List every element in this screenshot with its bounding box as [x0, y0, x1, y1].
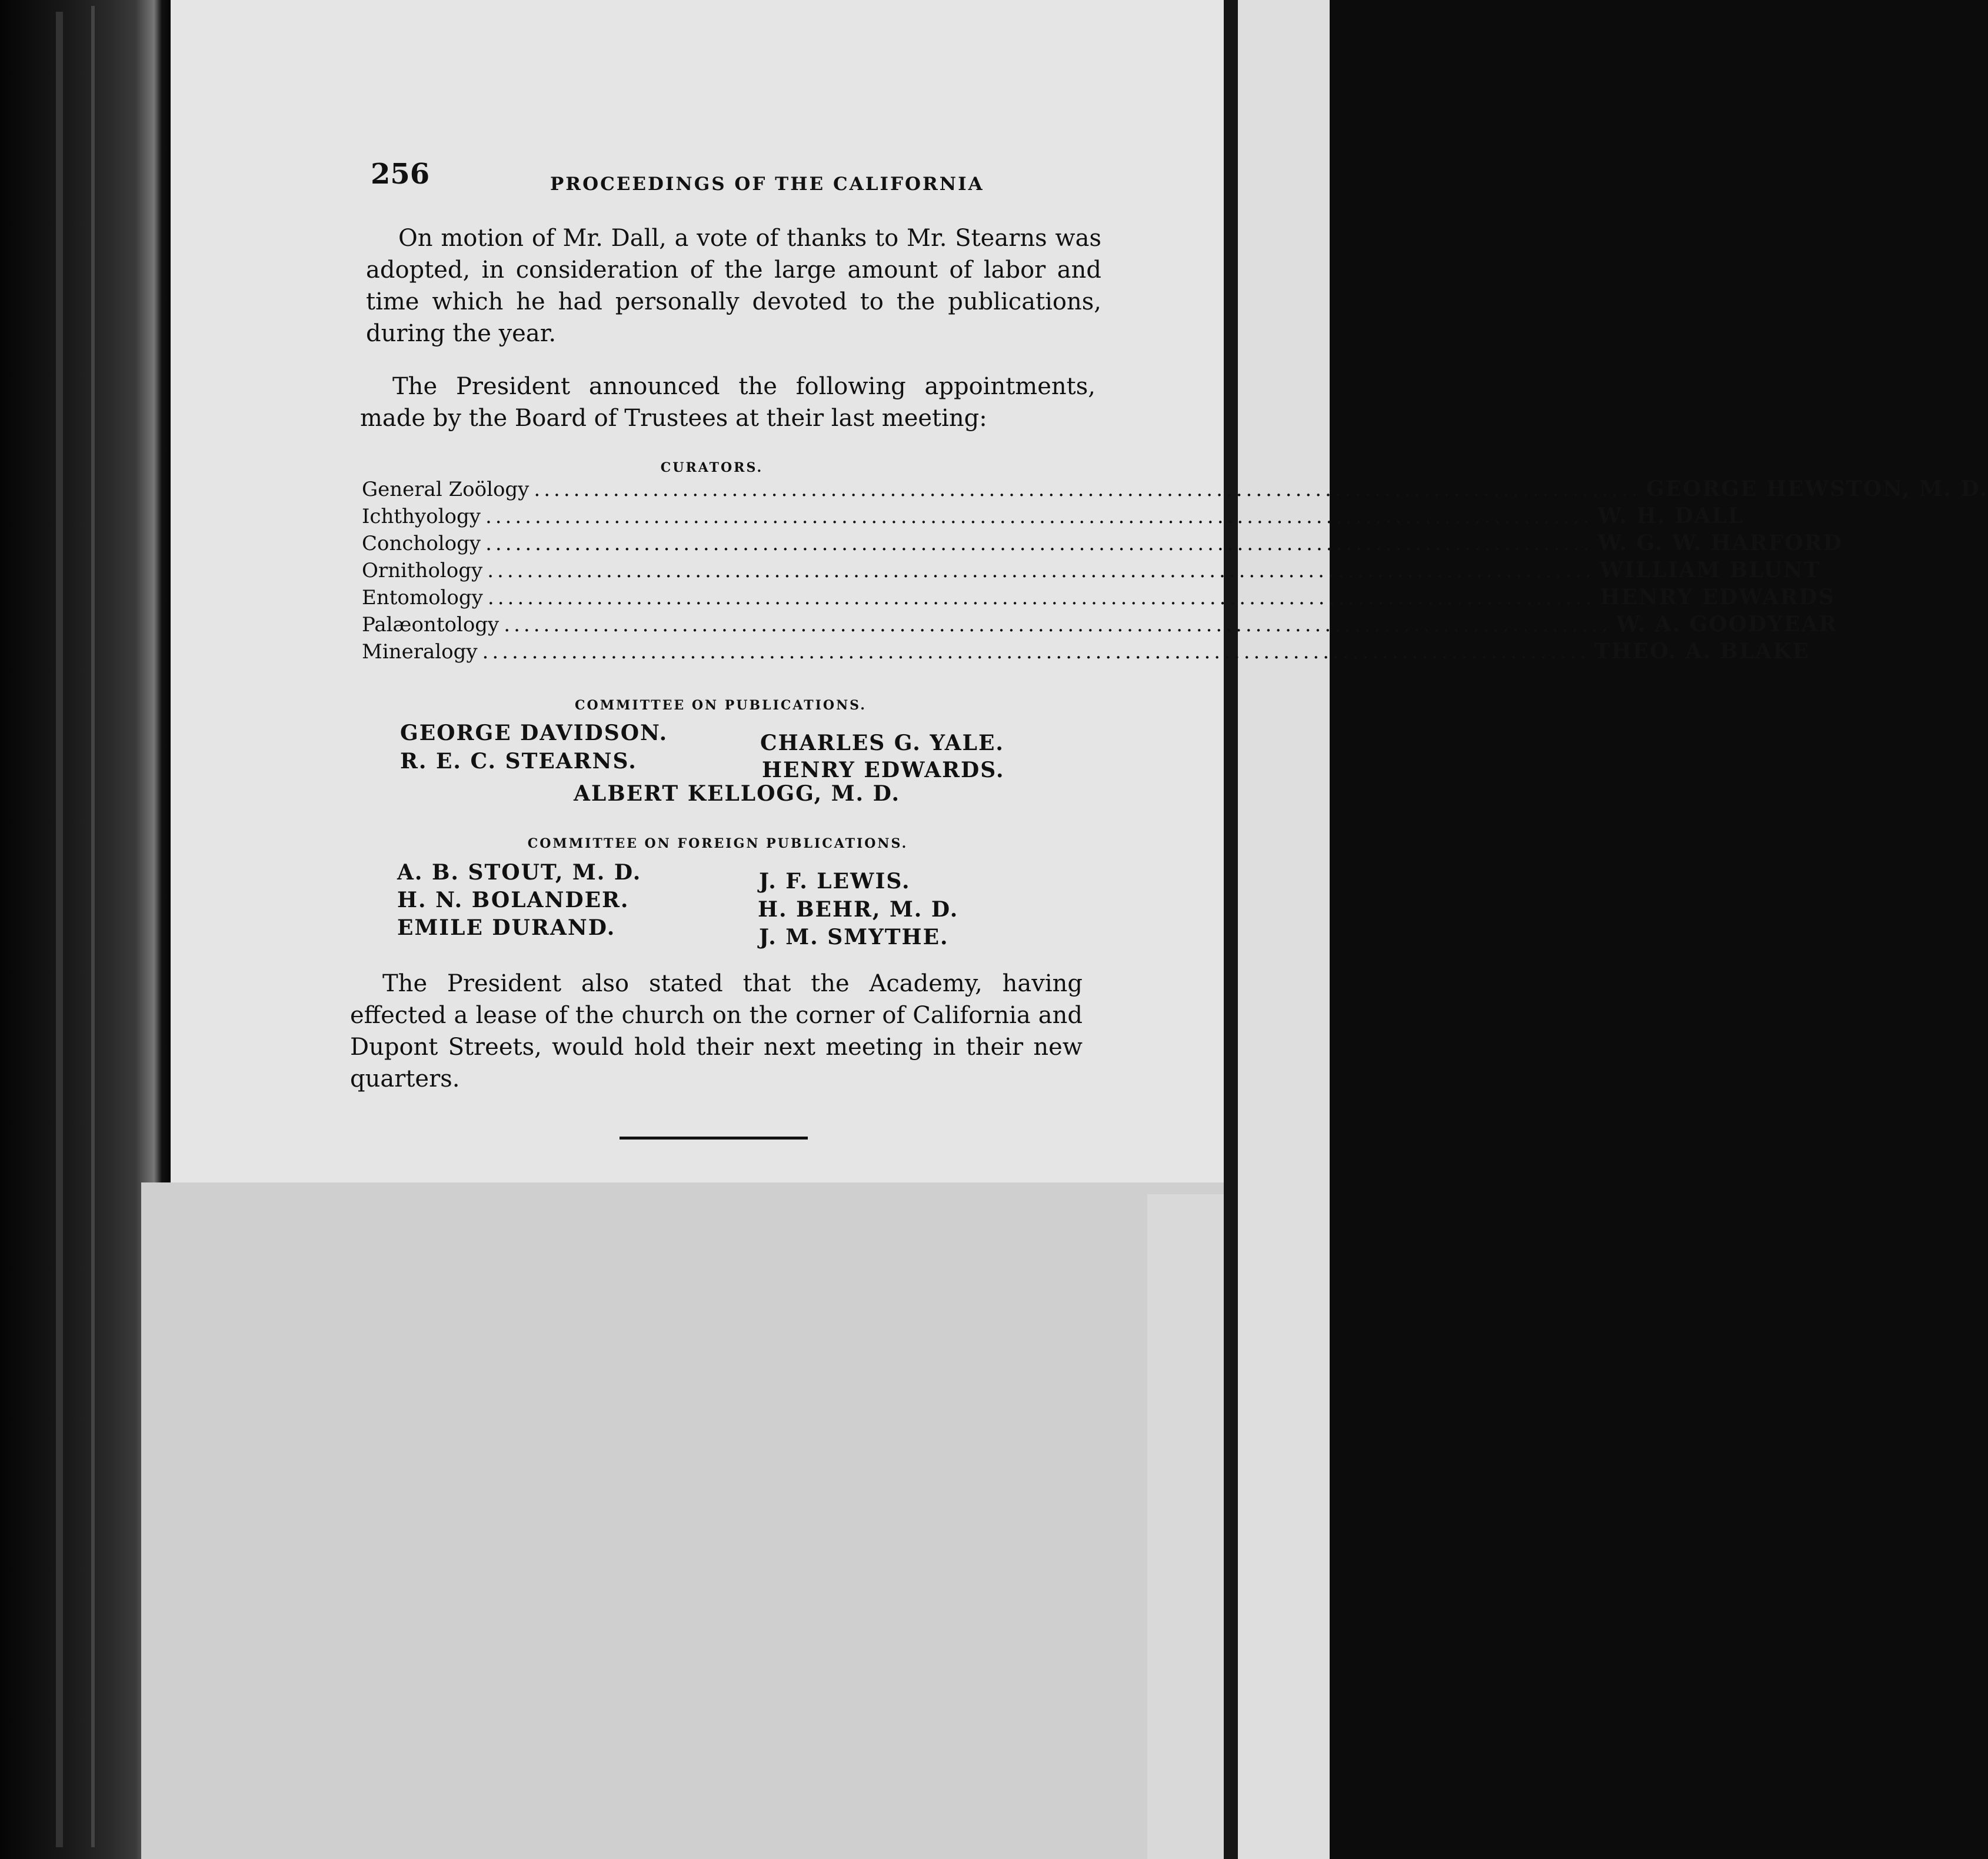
leader-dots: ................................................................................................................	[504, 613, 1611, 637]
paragraph-appointments: The President announced the following appointments, made by the Board of Trustees at their last meeting:	[360, 373, 1095, 432]
curator-field: Conchology	[362, 532, 481, 555]
curator-row	[362, 531, 1843, 558]
curator-row	[362, 612, 1838, 639]
committee-member: GEORGE DAVIDSON.	[400, 721, 668, 745]
curator-name: HENRY EDWARDS	[1600, 585, 1835, 609]
curator-row	[362, 477, 1988, 504]
curator-field: Entomology	[362, 586, 483, 609]
foreign-publications-committee-heading: COMMITTEE ON FOREIGN PUBLICATIONS.	[527, 836, 908, 851]
leader-dots: ................................................................................................................	[487, 586, 1596, 609]
committee-member: R. E. C. STEARNS.	[400, 749, 637, 774]
curators-list	[362, 477, 1988, 666]
page-number: 256	[371, 158, 430, 191]
curator-name: WILLIAM BLUNT	[1599, 558, 1821, 582]
curator-name: THEO. A. BLAKE	[1594, 639, 1810, 664]
blank-page-area	[1147, 1194, 1224, 1859]
curator-field: Palæontology	[362, 613, 500, 637]
curator-row	[362, 504, 1744, 531]
committee-member: HENRY EDWARDS.	[762, 758, 1005, 782]
publications-committee-heading: COMMITTEE ON PUBLICATIONS.	[575, 698, 867, 713]
leader-dots: ................................................................................................................	[482, 640, 1590, 664]
committee-member: CHARLES G. YALE.	[760, 731, 1004, 755]
leader-dots: ................................................................................................................	[485, 532, 1593, 555]
running-head: PROCEEDINGS OF THE CALIFORNIA	[550, 174, 984, 195]
committee-member: J. M. SMYTHE.	[759, 925, 949, 950]
curator-field: General Zoölogy	[362, 478, 530, 501]
committee-member: EMILE DURAND.	[397, 915, 616, 940]
section-rule	[620, 1137, 808, 1140]
book-spine	[1224, 0, 1238, 1859]
facing-page-edge	[1238, 0, 1330, 1859]
curator-name: GEORGE HEWSTON, M. D.	[1646, 477, 1988, 501]
curator-field: Mineralogy	[362, 640, 478, 664]
paragraph-new-quarters: The President also stated that the Academy, having effected a lease of the church on the corner of California and Dupont Streets, would hold their next meeting in their new quarters.	[350, 970, 1083, 1092]
committee-member: H. BEHR, M. D.	[758, 897, 959, 922]
paragraph-vote-of-thanks: On motion of Mr. Dall, a vote of thanks to Mr. Stearns was adopted, in consideration of the large amount of labor and time which he had personally devoted to the publications, during the year.	[366, 225, 1101, 347]
curator-field: Ichthyology	[362, 505, 481, 528]
curator-field: Ornithology	[362, 559, 483, 582]
page-edge-line	[91, 6, 95, 1847]
curator-name: W. A. GOODYEAR	[1616, 612, 1838, 637]
curator-row	[362, 639, 1810, 666]
committee-member: A. B. STOUT, M. D.	[397, 860, 642, 885]
committee-member: H. N. BOLANDER.	[397, 888, 630, 912]
curators-heading: CURATORS.	[660, 460, 764, 475]
page-edge-line	[56, 12, 63, 1847]
leader-dots: ................................................................................................................	[485, 505, 1593, 528]
curator-name: W. H. DALL	[1597, 504, 1744, 528]
committee-member: J. F. LEWIS.	[759, 869, 911, 894]
curator-row	[362, 585, 1835, 612]
curator-name: W. G. W. HARFORD	[1597, 531, 1843, 555]
leader-dots: ................................................................................................................	[487, 559, 1595, 582]
leader-dots: ................................................................................................................	[534, 478, 1641, 501]
curator-row	[362, 558, 1821, 585]
blank-page-area	[141, 1182, 1224, 1859]
committee-member: ALBERT KELLOGG, M. D.	[574, 781, 901, 806]
